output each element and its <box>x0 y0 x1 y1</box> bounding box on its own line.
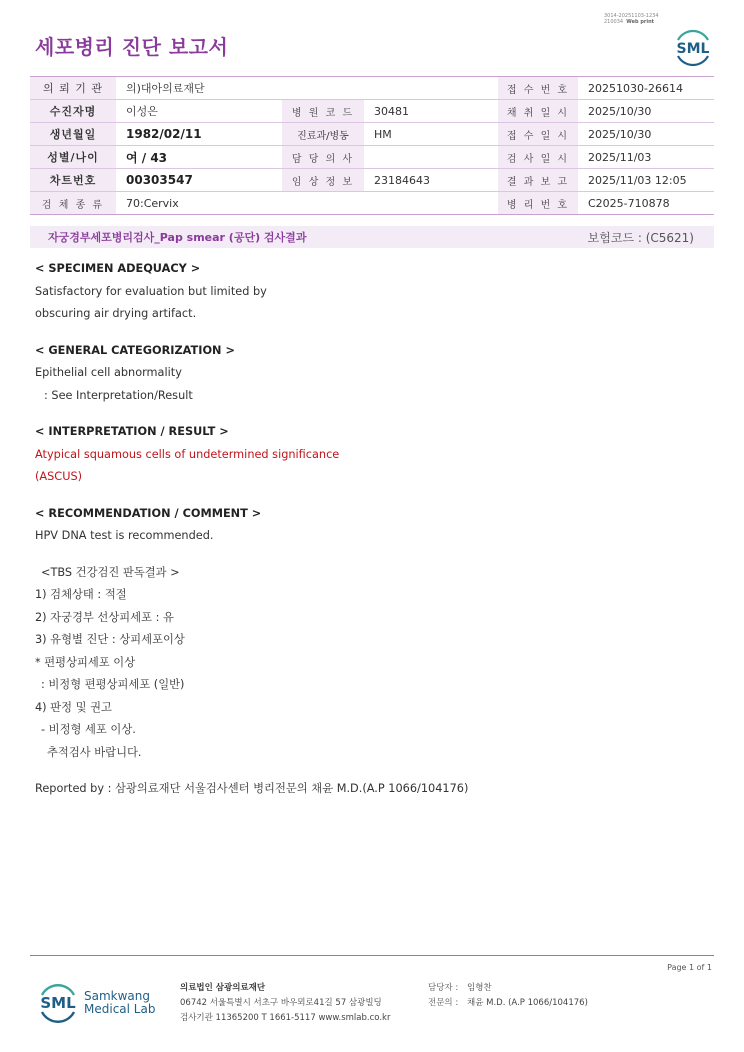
footer-staff <box>428 981 588 1011</box>
tbs-line: - 비정형 세포 이상. <box>41 723 136 736</box>
specialist-name: 채윤 M.D. (A.P 1066/104176) <box>467 998 588 1008</box>
adequacy-line: Satisfactory for evaluation but limited by <box>35 284 267 298</box>
interpretation-heading: < INTERPRETATION / RESULT > <box>35 425 229 438</box>
print-time: 210034 <box>604 19 624 25</box>
specimen-value: 70:Cervix <box>126 196 179 210</box>
sex-age-value: 여 / 43 <box>126 150 168 165</box>
footer-brand <box>84 990 155 1016</box>
path-no-value: C2025-710878 <box>588 196 670 210</box>
receipt-date-value: 2025/10/30 <box>588 127 652 141</box>
exam-date-label: 검 사 일 시 <box>498 146 578 168</box>
chart-no-label: 차트번호 <box>30 169 116 191</box>
institution-label: 의 뢰 기 관 <box>30 77 116 99</box>
tbs-line: 추적검사 바랍니다. <box>47 745 142 759</box>
tbs-line: 3) 유형별 진단 : 상피세포이상 <box>35 633 185 646</box>
exam-date-value: 2025/11/03 <box>588 150 652 164</box>
category-line: : See Interpretation/Result <box>44 388 193 402</box>
exam-title: 자궁경부세포병리검사_Pap smear (공단) 검사결과 <box>48 231 307 244</box>
report-body <box>35 258 695 801</box>
insurance-code: 보험코드 : (C5621) <box>587 230 694 245</box>
exam-title-band <box>30 226 714 248</box>
specialist-label: 전문의 : <box>428 998 459 1008</box>
samkwang-logo-icon <box>36 980 80 1024</box>
page-number: Page 1 of 1 <box>667 963 712 972</box>
birth-label: 생년월일 <box>30 123 116 145</box>
info-row <box>30 77 714 100</box>
dept-value: HM <box>374 127 392 141</box>
path-no-label: 병 리 번 호 <box>498 192 578 214</box>
print-mode: Web print <box>626 19 655 25</box>
address: 06742 서울특별시 서초구 바우뫼로41길 57 삼광빌딩 <box>180 998 382 1008</box>
collect-date-value: 2025/10/30 <box>588 104 652 118</box>
org-name: 의료법인 삼광의료재단 <box>180 983 266 993</box>
receipt-no-label: 접 수 번 호 <box>498 77 578 99</box>
print-code: 3014-20251103-1234 <box>604 13 659 19</box>
info-row <box>30 169 714 192</box>
clinical-label: 임 상 정 보 <box>282 169 364 191</box>
tbs-line: * 편평상피세포 이상 <box>35 655 136 669</box>
patient-label: 수진자명 <box>30 100 116 122</box>
hospital-code-value: 30481 <box>374 104 409 118</box>
interpretation-line: Atypical squamous cells of undetermined significance <box>35 447 340 461</box>
adequacy-line: obscuring air drying artifact. <box>35 307 197 320</box>
receipt-no-value: 20251030-26614 <box>588 81 683 95</box>
category-heading: < GENERAL CATEGORIZATION > <box>35 343 235 357</box>
recommendation-line: HPV DNA test is recommended. <box>35 529 214 542</box>
page-title: 세포병리 진단 보고서 <box>35 35 229 59</box>
result-date-value: 2025/11/03 12:05 <box>588 173 687 187</box>
brand-line: Samkwang <box>84 989 150 1003</box>
interpretation-line: (ASCUS) <box>35 470 83 483</box>
recommendation-heading: < RECOMMENDATION / COMMENT > <box>35 506 262 520</box>
brand-line: Medical Lab <box>84 1002 156 1016</box>
birth-value: 1982/02/11 <box>126 127 202 141</box>
sex-age-label: 성별/나이 <box>30 146 116 168</box>
chart-no-value: 00303547 <box>126 173 193 187</box>
doctor-label: 담 당 의 사 <box>282 146 364 168</box>
tbs-line: 2) 자궁경부 선상피세포 : 유 <box>35 610 174 624</box>
tbs-heading: <TBS 건강검진 판독결과 > <box>41 565 180 579</box>
patient-value: 이성은 <box>126 105 158 118</box>
dept-label: 진료과/병동 <box>282 123 364 145</box>
specimen-label: 검 체 종 류 <box>30 192 116 214</box>
tbs-line: : 비정형 편평상피세포 (일반) <box>41 678 185 691</box>
footer-address <box>180 981 390 1026</box>
clinical-value: 23184643 <box>374 173 430 187</box>
result-date-label: 결 과 보 고 <box>498 169 578 191</box>
reported-by: Reported by : 삼광의료재단 서울검사센터 병리전문의 채윤 M.D.(A.P 1066/104176) <box>35 782 469 795</box>
collect-date-label: 채 취 일 시 <box>498 100 578 122</box>
footer-divider <box>30 955 714 956</box>
doctor-value <box>364 146 498 168</box>
contact: 검사기관 11365200 T 1661-5117 www.smlab.co.kr <box>180 1013 391 1023</box>
staff-label: 담당자 : <box>428 983 459 993</box>
tbs-line: 4) 판정 및 권고 <box>35 700 112 714</box>
hospital-code-label: 병 원 코 드 <box>282 100 364 122</box>
info-row <box>30 123 714 146</box>
staff-name: 임형찬 <box>467 983 492 993</box>
svg-text:SML: SML <box>676 41 710 57</box>
sml-logo-icon <box>672 26 714 66</box>
category-line: Epithelial cell abnormality <box>35 366 182 379</box>
info-row <box>30 192 714 215</box>
receipt-date-label: 접 수 일 시 <box>498 123 578 145</box>
info-row <box>30 146 714 169</box>
institution-value: 의)대아의료재단 <box>126 82 205 95</box>
adequacy-heading: < SPECIMEN ADEQUACY > <box>35 262 201 275</box>
svg-text:SML: SML <box>40 994 76 1012</box>
info-row <box>30 100 714 123</box>
tbs-line: 1) 검체상태 : 적절 <box>35 588 127 601</box>
print-meta <box>604 13 659 25</box>
patient-info-table <box>30 76 714 215</box>
